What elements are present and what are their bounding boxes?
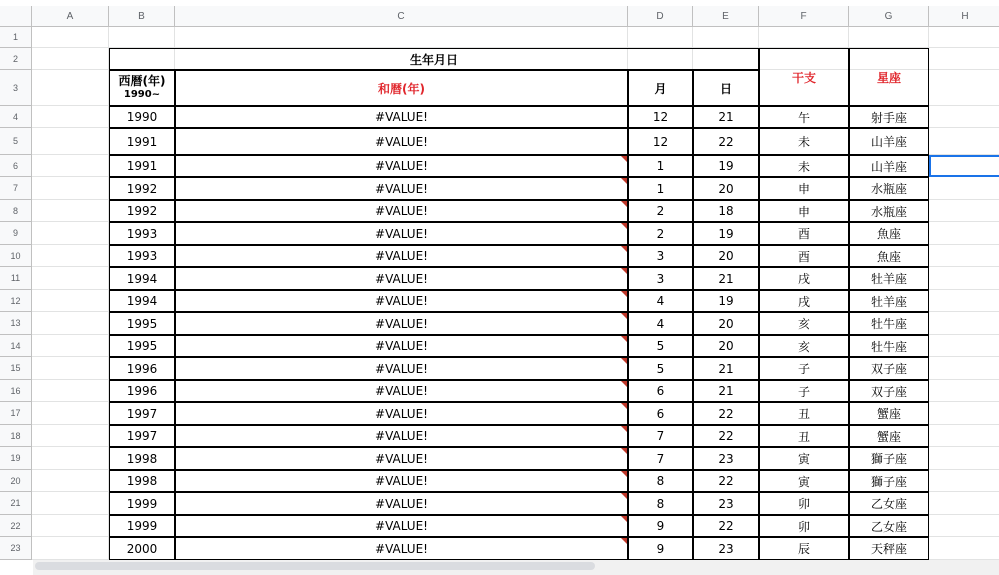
row-header-15[interactable]: 15	[0, 357, 32, 380]
table-cell-wareki[interactable]: #VALUE!	[175, 128, 628, 155]
table-cell-day[interactable]: 21	[693, 380, 759, 402]
table-cell-year[interactable]: 1996	[109, 380, 175, 402]
column-header-c[interactable]: C	[175, 6, 628, 27]
table-cell-day[interactable]: 18	[693, 200, 759, 222]
table-cell-eto[interactable]: 申	[759, 177, 849, 200]
table-cell-eto[interactable]: 子	[759, 380, 849, 402]
table-cell-day[interactable]: 19	[693, 155, 759, 177]
table-cell-year[interactable]: 1993	[109, 222, 175, 245]
table-cell-month[interactable]: 1	[628, 177, 693, 200]
row-header-19[interactable]: 19	[0, 447, 32, 470]
table-cell-wareki[interactable]: #VALUE!	[175, 290, 628, 312]
column-header-g[interactable]: G	[849, 6, 929, 27]
table-cell-year[interactable]: 1998	[109, 470, 175, 492]
table-cell-day[interactable]: 21	[693, 357, 759, 380]
table-cell-month[interactable]: 3	[628, 267, 693, 290]
table-cell-sign[interactable]: 水瓶座	[849, 200, 929, 222]
row-header-21[interactable]: 21	[0, 492, 32, 515]
table-cell-month[interactable]: 5	[628, 335, 693, 357]
table-cell-day[interactable]: 22	[693, 425, 759, 447]
error-indicator-icon[interactable]	[621, 223, 627, 229]
table-cell-year[interactable]: 1993	[109, 245, 175, 267]
table-cell-day[interactable]: 23	[693, 447, 759, 470]
table-cell-month[interactable]: 4	[628, 290, 693, 312]
row-header-14[interactable]: 14	[0, 335, 32, 357]
error-indicator-icon[interactable]	[621, 201, 627, 207]
table-cell-month[interactable]: 9	[628, 515, 693, 537]
table-cell-wareki[interactable]: #VALUE!	[175, 470, 628, 492]
table-cell-eto[interactable]: 丑	[759, 402, 849, 425]
table-cell-month[interactable]: 8	[628, 470, 693, 492]
header-western-year-label: 西暦(年)	[118, 74, 166, 88]
table-cell-year[interactable]: 1994	[109, 290, 175, 312]
table-cell-year[interactable]: 1998	[109, 447, 175, 470]
table-cell-month[interactable]: 6	[628, 402, 693, 425]
table-cell-sign[interactable]: 蟹座	[849, 402, 929, 425]
table-cell-year[interactable]: 1999	[109, 492, 175, 515]
table-cell-day[interactable]: 20	[693, 312, 759, 335]
error-indicator-icon[interactable]	[621, 381, 627, 387]
table-cell-month[interactable]: 7	[628, 425, 693, 447]
table-cell-wareki[interactable]: #VALUE!	[175, 267, 628, 290]
table-cell-day[interactable]: 23	[693, 492, 759, 515]
table-cell-sign[interactable]: 山羊座	[849, 155, 929, 177]
row-header-4[interactable]: 4	[0, 106, 32, 128]
row-header-8[interactable]: 8	[0, 200, 32, 222]
table-cell-sign[interactable]: 双子座	[849, 357, 929, 380]
row-header-22[interactable]: 22	[0, 515, 32, 537]
row-header-2[interactable]: 2	[0, 48, 32, 70]
table-cell-eto[interactable]: 寅	[759, 470, 849, 492]
table-cell-year[interactable]: 1996	[109, 357, 175, 380]
table-cell-eto[interactable]: 戌	[759, 290, 849, 312]
table-cell-day[interactable]: 22	[693, 470, 759, 492]
table-cell-eto[interactable]: 未	[759, 128, 849, 155]
table-cell-year[interactable]: 1994	[109, 267, 175, 290]
table-cell-month[interactable]: 12	[628, 106, 693, 128]
table-cell-sign[interactable]: 双子座	[849, 380, 929, 402]
table-cell-day[interactable]: 21	[693, 267, 759, 290]
table-cell-year[interactable]: 1997	[109, 425, 175, 447]
error-indicator-icon[interactable]	[621, 358, 627, 364]
table-cell-wareki[interactable]: #VALUE!	[175, 515, 628, 537]
table-cell-sign[interactable]: 獅子座	[849, 470, 929, 492]
table-cell-year[interactable]: 1995	[109, 335, 175, 357]
header-western-year[interactable]	[109, 70, 175, 106]
column-header-a[interactable]: A	[32, 6, 109, 27]
table-cell-eto[interactable]: 申	[759, 200, 849, 222]
row-header-23[interactable]: 23	[0, 537, 32, 560]
header-constellation[interactable]: 星座	[849, 48, 929, 106]
table-cell-sign[interactable]: 魚座	[849, 245, 929, 267]
row-header-20[interactable]: 20	[0, 470, 32, 492]
table-cell-wareki[interactable]: #VALUE!	[175, 245, 628, 267]
table-cell-month[interactable]: 5	[628, 357, 693, 380]
table-cell-day[interactable]: 19	[693, 222, 759, 245]
table-cell-sign[interactable]: 牡牛座	[849, 312, 929, 335]
table-cell-day[interactable]: 19	[693, 290, 759, 312]
row-header-16[interactable]: 16	[0, 380, 32, 402]
column-header-b[interactable]: B	[109, 6, 175, 27]
error-indicator-icon[interactable]	[621, 403, 627, 409]
table-cell-sign[interactable]: 牡牛座	[849, 335, 929, 357]
error-indicator-icon[interactable]	[621, 336, 627, 342]
select-all-corner[interactable]	[0, 6, 32, 27]
error-indicator-icon[interactable]	[621, 246, 627, 252]
error-indicator-icon[interactable]	[621, 448, 627, 454]
table-cell-wareki[interactable]: #VALUE!	[175, 106, 628, 128]
table-cell-day[interactable]: 22	[693, 128, 759, 155]
header-day[interactable]: 日	[693, 70, 759, 106]
table-cell-wareki[interactable]: #VALUE!	[175, 335, 628, 357]
table-cell-day[interactable]: 20	[693, 245, 759, 267]
table-cell-eto[interactable]: 寅	[759, 447, 849, 470]
column-header-h[interactable]: H	[929, 6, 999, 27]
row-header-11[interactable]: 11	[0, 267, 32, 290]
table-cell-year[interactable]: 1995	[109, 312, 175, 335]
row-header-7[interactable]: 7	[0, 177, 32, 200]
row-header-1[interactable]: 1	[0, 27, 32, 48]
table-cell-sign[interactable]: 乙女座	[849, 492, 929, 515]
column-header-e[interactable]: E	[693, 6, 759, 27]
header-month[interactable]: 月	[628, 70, 693, 106]
table-cell-wareki[interactable]: #VALUE!	[175, 447, 628, 470]
table-cell-day[interactable]: 22	[693, 402, 759, 425]
table-cell-sign[interactable]: 牡羊座	[849, 290, 929, 312]
table-cell-year[interactable]: 1997	[109, 402, 175, 425]
table-cell-wareki[interactable]: #VALUE!	[175, 402, 628, 425]
selected-cell[interactable]	[929, 155, 999, 177]
table-cell-eto[interactable]: 未	[759, 155, 849, 177]
error-indicator-icon[interactable]	[621, 268, 627, 274]
table-cell-year[interactable]: 1992	[109, 177, 175, 200]
header-zodiac[interactable]: 干支	[759, 48, 849, 106]
table-cell-year[interactable]: 1990	[109, 106, 175, 128]
table-cell-sign[interactable]: 獅子座	[849, 447, 929, 470]
table-cell-month[interactable]: 3	[628, 245, 693, 267]
table-cell-year[interactable]: 1992	[109, 200, 175, 222]
error-indicator-icon[interactable]	[621, 156, 627, 162]
table-cell-year[interactable]: 1991	[109, 128, 175, 155]
table-cell-eto[interactable]: 酉	[759, 222, 849, 245]
table-cell-sign[interactable]: 乙女座	[849, 515, 929, 537]
table-cell-sign[interactable]: 山羊座	[849, 128, 929, 155]
table-cell-sign[interactable]: 天秤座	[849, 537, 929, 560]
table-cell-wareki[interactable]: #VALUE!	[175, 222, 628, 245]
error-indicator-icon[interactable]	[621, 426, 627, 432]
column-header-d[interactable]: D	[628, 6, 693, 27]
table-cell-wareki[interactable]: #VALUE!	[175, 357, 628, 380]
table-cell-month[interactable]: 1	[628, 155, 693, 177]
row-header-17[interactable]: 17	[0, 402, 32, 425]
table-cell-day[interactable]: 23	[693, 537, 759, 560]
header-japanese-year[interactable]: 和暦(年)	[175, 70, 628, 106]
table-cell-sign[interactable]: 水瓶座	[849, 177, 929, 200]
table-cell-day[interactable]: 21	[693, 106, 759, 128]
row-header-12[interactable]: 12	[0, 290, 32, 312]
table-cell-month[interactable]: 12	[628, 128, 693, 155]
table-cell-wareki[interactable]: #VALUE!	[175, 177, 628, 200]
scrollbar-thumb[interactable]	[35, 562, 595, 570]
table-cell-eto[interactable]: 亥	[759, 335, 849, 357]
row-header-6[interactable]: 6	[0, 155, 32, 177]
row-header-18[interactable]: 18	[0, 425, 32, 447]
error-indicator-icon[interactable]	[621, 493, 627, 499]
table-cell-day[interactable]: 20	[693, 177, 759, 200]
row-header-5[interactable]: 5	[0, 128, 32, 155]
table-cell-eto[interactable]: 戌	[759, 267, 849, 290]
table-cell-sign[interactable]: 魚座	[849, 222, 929, 245]
row-header-9[interactable]: 9	[0, 222, 32, 245]
table-cell-wareki[interactable]: #VALUE!	[175, 380, 628, 402]
table-cell-wareki[interactable]: #VALUE!	[175, 537, 628, 560]
header-birthdate[interactable]: 生年月日	[109, 48, 759, 70]
row-header-13[interactable]: 13	[0, 312, 32, 335]
table-cell-year[interactable]: 1999	[109, 515, 175, 537]
table-cell-year[interactable]: 2000	[109, 537, 175, 560]
error-indicator-icon[interactable]	[621, 291, 627, 297]
table-cell-day[interactable]: 20	[693, 335, 759, 357]
table-cell-month[interactable]: 7	[628, 447, 693, 470]
row-header-10[interactable]: 10	[0, 245, 32, 267]
table-cell-wareki[interactable]: #VALUE!	[175, 425, 628, 447]
table-cell-sign[interactable]: 射手座	[849, 106, 929, 128]
table-cell-eto[interactable]: 辰	[759, 537, 849, 560]
table-cell-month[interactable]: 2	[628, 222, 693, 245]
table-cell-sign[interactable]: 牡羊座	[849, 267, 929, 290]
table-cell-eto[interactable]: 卯	[759, 515, 849, 537]
table-cell-year[interactable]: 1991	[109, 155, 175, 177]
table-cell-eto[interactable]: 子	[759, 357, 849, 380]
table-cell-eto[interactable]: 丑	[759, 425, 849, 447]
error-indicator-icon[interactable]	[621, 538, 627, 544]
table-cell-month[interactable]: 6	[628, 380, 693, 402]
table-cell-eto[interactable]: 亥	[759, 312, 849, 335]
table-cell-sign[interactable]: 蟹座	[849, 425, 929, 447]
table-cell-eto[interactable]: 卯	[759, 492, 849, 515]
error-indicator-icon[interactable]	[621, 471, 627, 477]
table-cell-eto[interactable]: 午	[759, 106, 849, 128]
table-cell-month[interactable]: 8	[628, 492, 693, 515]
error-indicator-icon[interactable]	[621, 313, 627, 319]
error-indicator-icon[interactable]	[621, 178, 627, 184]
table-cell-day[interactable]: 22	[693, 515, 759, 537]
table-cell-month[interactable]: 2	[628, 200, 693, 222]
table-cell-month[interactable]: 9	[628, 537, 693, 560]
table-cell-wareki[interactable]: #VALUE!	[175, 155, 628, 177]
table-cell-eto[interactable]: 酉	[759, 245, 849, 267]
table-cell-wareki[interactable]: #VALUE!	[175, 492, 628, 515]
table-cell-wareki[interactable]: #VALUE!	[175, 200, 628, 222]
header-western-year-sub: 1990~	[123, 89, 161, 100]
table-cell-month[interactable]: 4	[628, 312, 693, 335]
column-header-f[interactable]: F	[759, 6, 849, 27]
table-cell-wareki[interactable]: #VALUE!	[175, 312, 628, 335]
row-header-3[interactable]: 3	[0, 70, 32, 106]
error-indicator-icon[interactable]	[621, 516, 627, 522]
